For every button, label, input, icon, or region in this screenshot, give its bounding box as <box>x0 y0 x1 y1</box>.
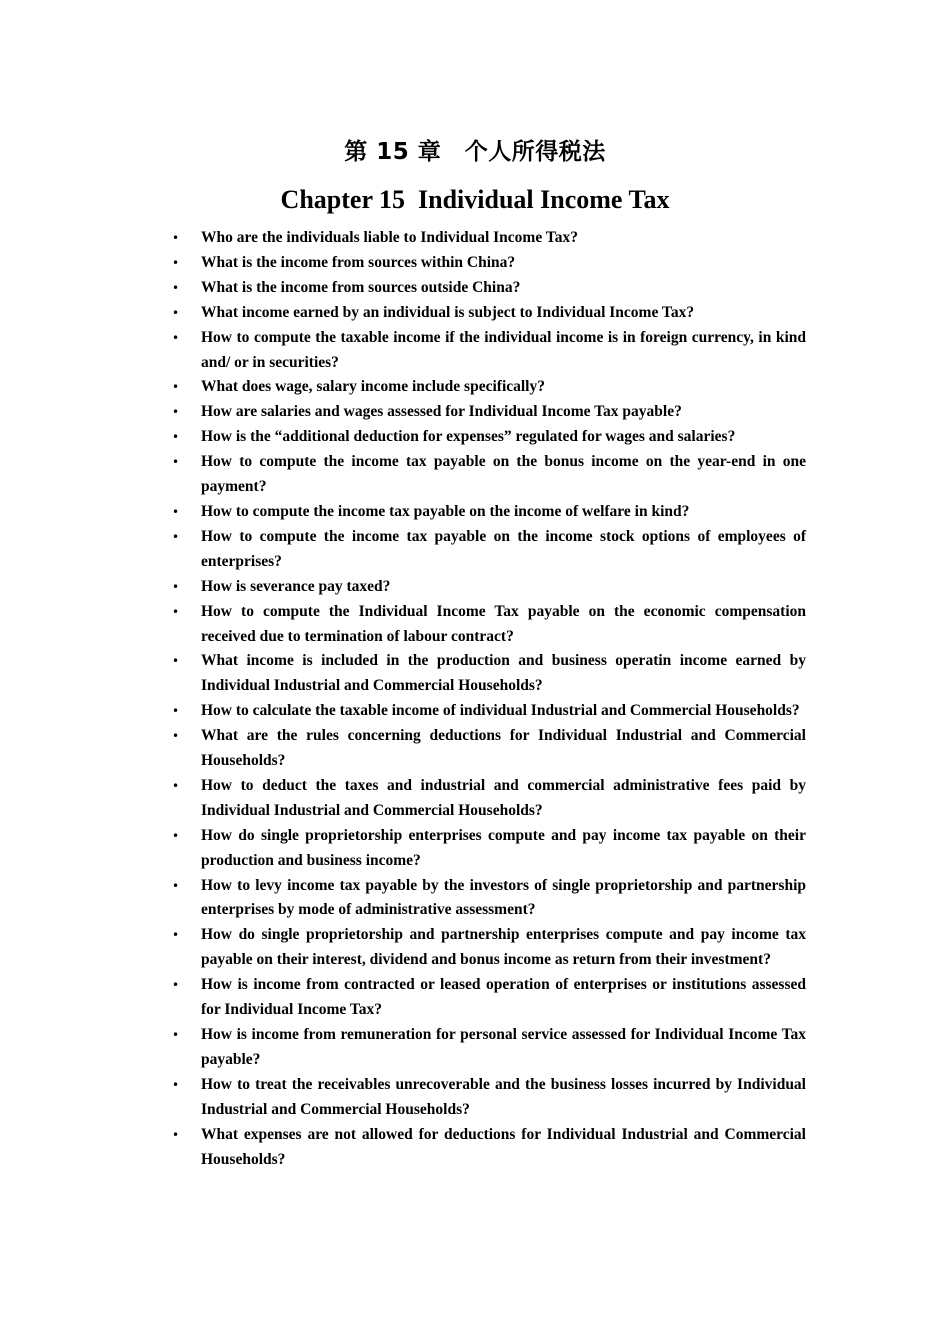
bullet-icon: • <box>172 455 180 470</box>
question-item <box>171 1123 806 1173</box>
question-item <box>171 1073 806 1123</box>
question-text: How is the “additional deduction for expenses” regulated for wages and salaries? <box>201 428 736 446</box>
question-item <box>171 226 806 251</box>
question-item <box>171 699 806 724</box>
question-item <box>171 326 806 376</box>
bullet-icon: • <box>172 978 180 993</box>
question-item <box>171 724 806 774</box>
question-text: How to compute the taxable income if the individual income is in foreign currency, in kind and/ or in securities? <box>201 328 806 371</box>
question-text: How to compute the income tax payable on the bonus income on the year-end in one payment? <box>201 453 806 496</box>
bullet-icon: • <box>172 1028 180 1042</box>
question-text: How to compute the income tax payable on the income of welfare in kind? <box>201 502 690 520</box>
question-text: How do single proprietorship enterprises compute and pay income tax payable on their production and business income? <box>201 826 806 869</box>
question-item <box>171 1023 806 1073</box>
question-text: How are salaries and wages assessed for Individual Income Tax payable? <box>201 403 682 421</box>
bullet-icon: • <box>172 255 180 270</box>
chapter-title-english: Chapter 15 Individual Income Tax <box>280 185 670 214</box>
question-item <box>171 425 806 450</box>
question-item <box>171 649 806 699</box>
question-item <box>171 500 806 525</box>
bullet-icon: • <box>172 380 180 395</box>
question-text: What is the income from sources outside China? <box>201 278 521 296</box>
bullet-icon: • <box>172 828 180 843</box>
question-item <box>171 600 806 650</box>
bullet-icon: • <box>172 579 180 594</box>
question-item <box>171 400 806 425</box>
question-item <box>171 251 806 276</box>
question-text: How to treat the receivables unrecoverable and the business losses incurred by Individual Industrial and Commercial Households? <box>201 1075 806 1118</box>
bullet-icon: • <box>172 878 180 893</box>
bullet-icon: • <box>172 231 180 245</box>
bullet-icon: • <box>172 405 180 420</box>
bullet-icon: • <box>172 504 180 519</box>
question-text: How to calculate the taxable income of individual Industrial and Commercial Households? <box>201 702 800 720</box>
question-text: How to compute the income tax payable on the income stock options of employees of enterprises? <box>201 527 806 570</box>
question-item <box>171 301 806 326</box>
bullet-icon: • <box>172 330 180 345</box>
question-item <box>171 575 806 600</box>
question-item <box>171 450 806 500</box>
question-item <box>171 375 806 400</box>
bullet-icon: • <box>172 305 180 320</box>
chapter-title-chinese: 第 15 章 个人所得税法 <box>344 139 606 165</box>
bullet-icon: • <box>172 430 180 445</box>
question-text: How is income from contracted or leased operation of enterprises or institutions assessed for Individual Income Tax? <box>201 976 806 1019</box>
bullet-icon: • <box>172 529 180 544</box>
question-item <box>171 973 806 1023</box>
question-text: How to compute the Individual Income Tax payable on the economic compensation received due to termination of labour contract? <box>201 602 806 645</box>
bullet-icon: • <box>172 604 180 619</box>
question-text: How to levy income tax payable by the investors of single proprietorship and partnership enterprises by mode of administrative assessment? <box>201 876 806 919</box>
bullet-icon: • <box>172 729 180 744</box>
question-text: What is the income from sources within China? <box>201 253 516 271</box>
question-text: What expenses are not allowed for deductions for Individual Industrial and Commercial Households? <box>201 1125 806 1168</box>
question-text: How to deduct the taxes and industrial and commercial administrative fees paid by Individual Industrial and Commercial Households? <box>201 776 806 819</box>
question-list <box>171 226 806 1172</box>
bullet-icon: • <box>172 1127 180 1142</box>
question-item <box>171 923 806 973</box>
bullet-icon: • <box>172 654 180 669</box>
question-text: How is income from remuneration for personal service assessed for Individual Income Tax payable? <box>201 1026 806 1068</box>
question-text: Who are the individuals liable to Individual Income Tax? <box>201 229 578 246</box>
question-item <box>171 824 806 874</box>
bullet-icon: • <box>172 928 180 943</box>
question-text: How do single proprietorship and partnership enterprises compute and pay income tax payable on their interest, dividend and bonus income as return from their investment? <box>201 926 806 969</box>
bullet-icon: • <box>172 1077 180 1092</box>
question-text: How is severance pay taxed? <box>201 577 391 595</box>
question-item <box>171 525 806 575</box>
question-item <box>171 874 806 924</box>
bullet-icon: • <box>172 704 180 719</box>
question-item <box>171 276 806 301</box>
question-text: What are the rules concerning deductions for Individual Industrial and Commercial Households? <box>201 727 806 770</box>
question-text: What does wage, salary income include specifically? <box>201 378 545 396</box>
question-text: What income is included in the production and business operatin income earned by Individual Industrial and Commercial Households? <box>201 652 806 695</box>
question-item <box>171 774 806 824</box>
bullet-icon: • <box>172 280 180 295</box>
question-text: What income earned by an individual is subject to Individual Income Tax? <box>201 303 695 321</box>
bullet-icon: • <box>172 778 180 793</box>
